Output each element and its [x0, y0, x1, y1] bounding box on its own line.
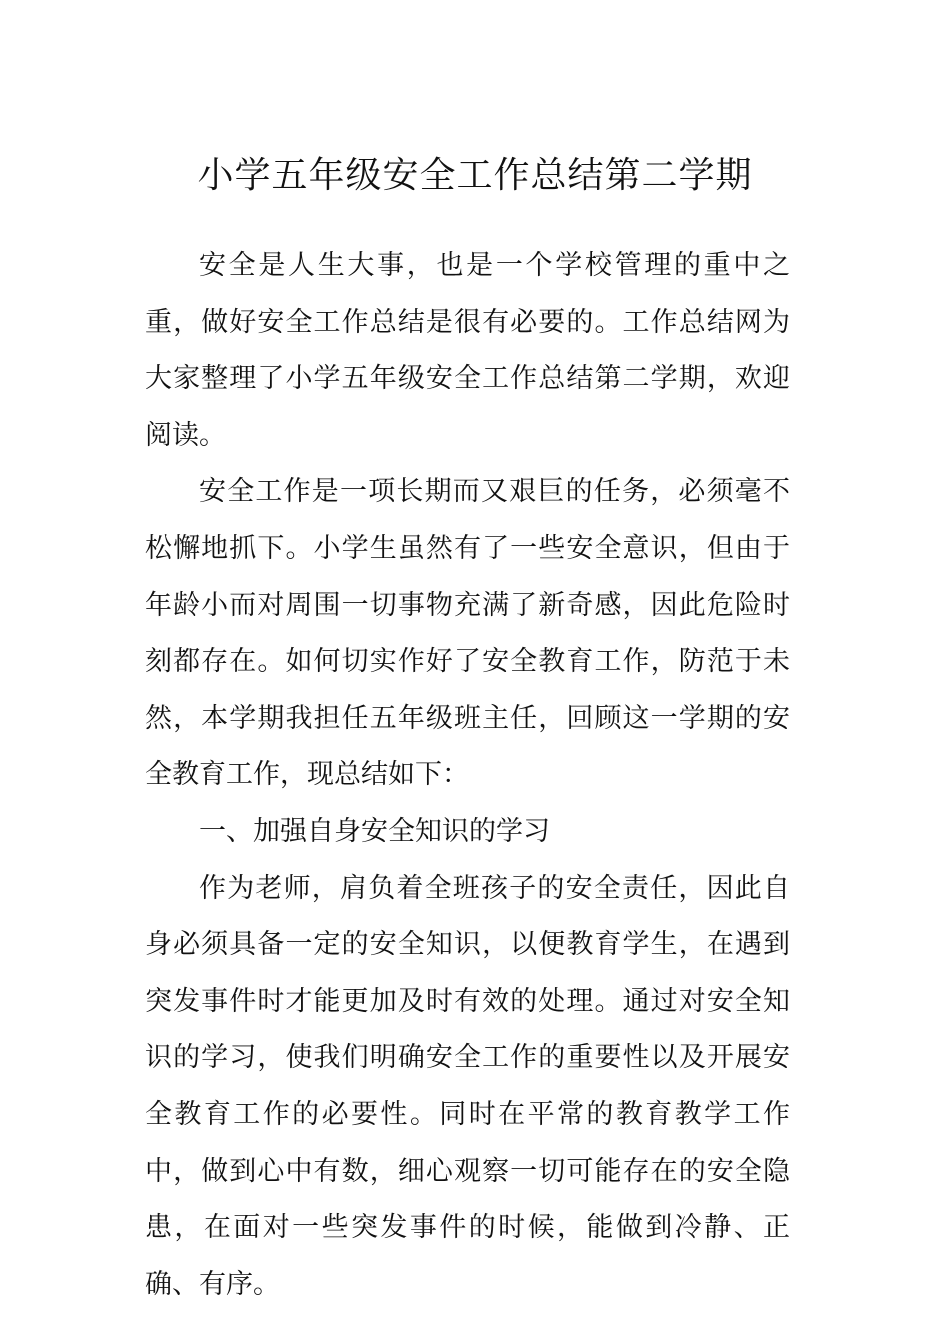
section-heading-1: 一、加强自身安全知识的学习: [199, 815, 550, 847]
paragraph-section-1: 作为老师，肩负着全班孩子的安全责任，因此自身必须具备一定的安全知识，以便教育学生，在遇到突发事件时才能更加及时有效的处理。通过对安全知识的学习，使我们明确安全工作的重要性以及开展安全教育工作的必要性。同时在平常的教育教学工作中，做到心中有数，细心观察一切可能存在的安全隐患，在面对一些突发事件的时候，能做到冷静、正确、有序。: [145, 872, 790, 1300]
paragraph-overview: 安全工作是一项长期而又艰巨的任务，必须毫不松懈地抓下。小学生虽然有了一些安全意识，但由于年龄小而对周围一切事物充满了新奇感，因此危险时刻都存在。如何切实作好了安全教育工作，防范于未然，本学期我担任五年级班主任，回顾这一学期的安全教育工作，现总结如下：: [145, 476, 790, 791]
document-body: [145, 238, 790, 1313]
paragraph-intro: 安全是人生大事，也是一个学校管理的重中之重，做好安全工作总结是很有必要的。工作总结网为大家整理了小学五年级安全工作总结第二学期，欢迎阅读。: [145, 250, 790, 451]
document-title: 小学五年级安全工作总结第二学期: [197, 155, 753, 196]
